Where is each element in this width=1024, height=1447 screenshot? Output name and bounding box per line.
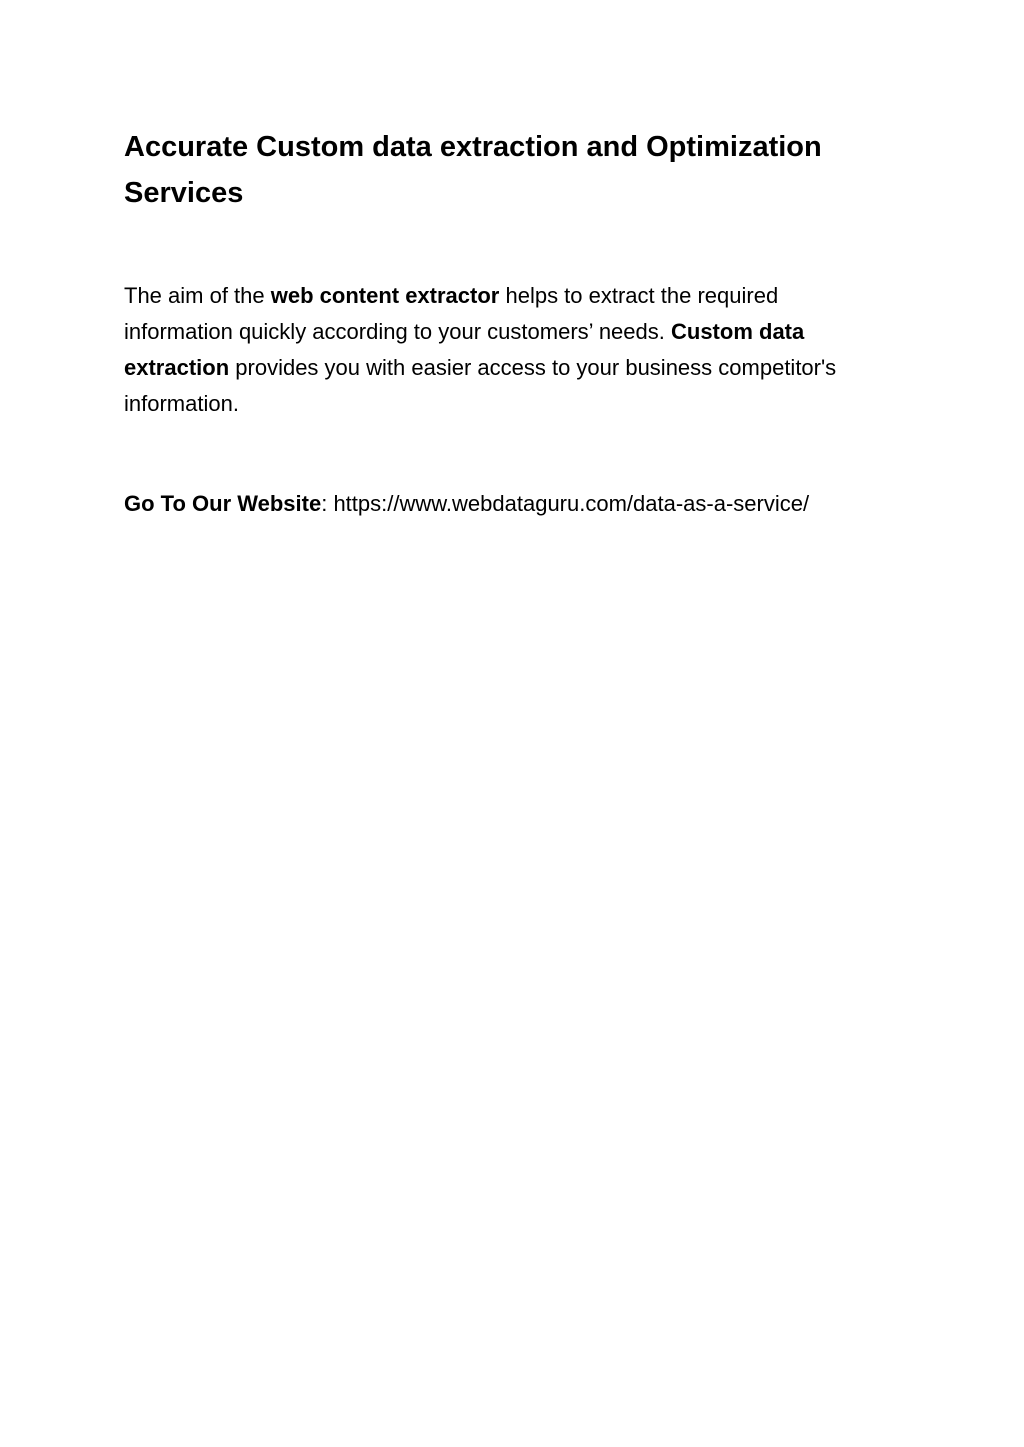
paragraph-text-3: provides you with easier access to your business competitor's information. [124,355,837,416]
document-content [124,124,884,522]
website-line [124,486,844,522]
intro-paragraph [124,278,884,422]
website-separator: : [321,491,334,516]
document-title: Accurate Custom data extraction and Optimization Services [124,131,822,209]
paragraph-text-1: The aim of the [124,283,271,308]
website-url: https://www.webdataguru.com/data-as-a-service/ [333,491,810,516]
paragraph-text-2: helps to extract the required information quickly according to your customers’ needs. [124,283,779,344]
custom-data-extraction-term: Custom data extraction [124,319,805,380]
web-content-extractor-term: web content extractor [270,283,500,308]
website-label: Go To Our Website [124,491,322,516]
